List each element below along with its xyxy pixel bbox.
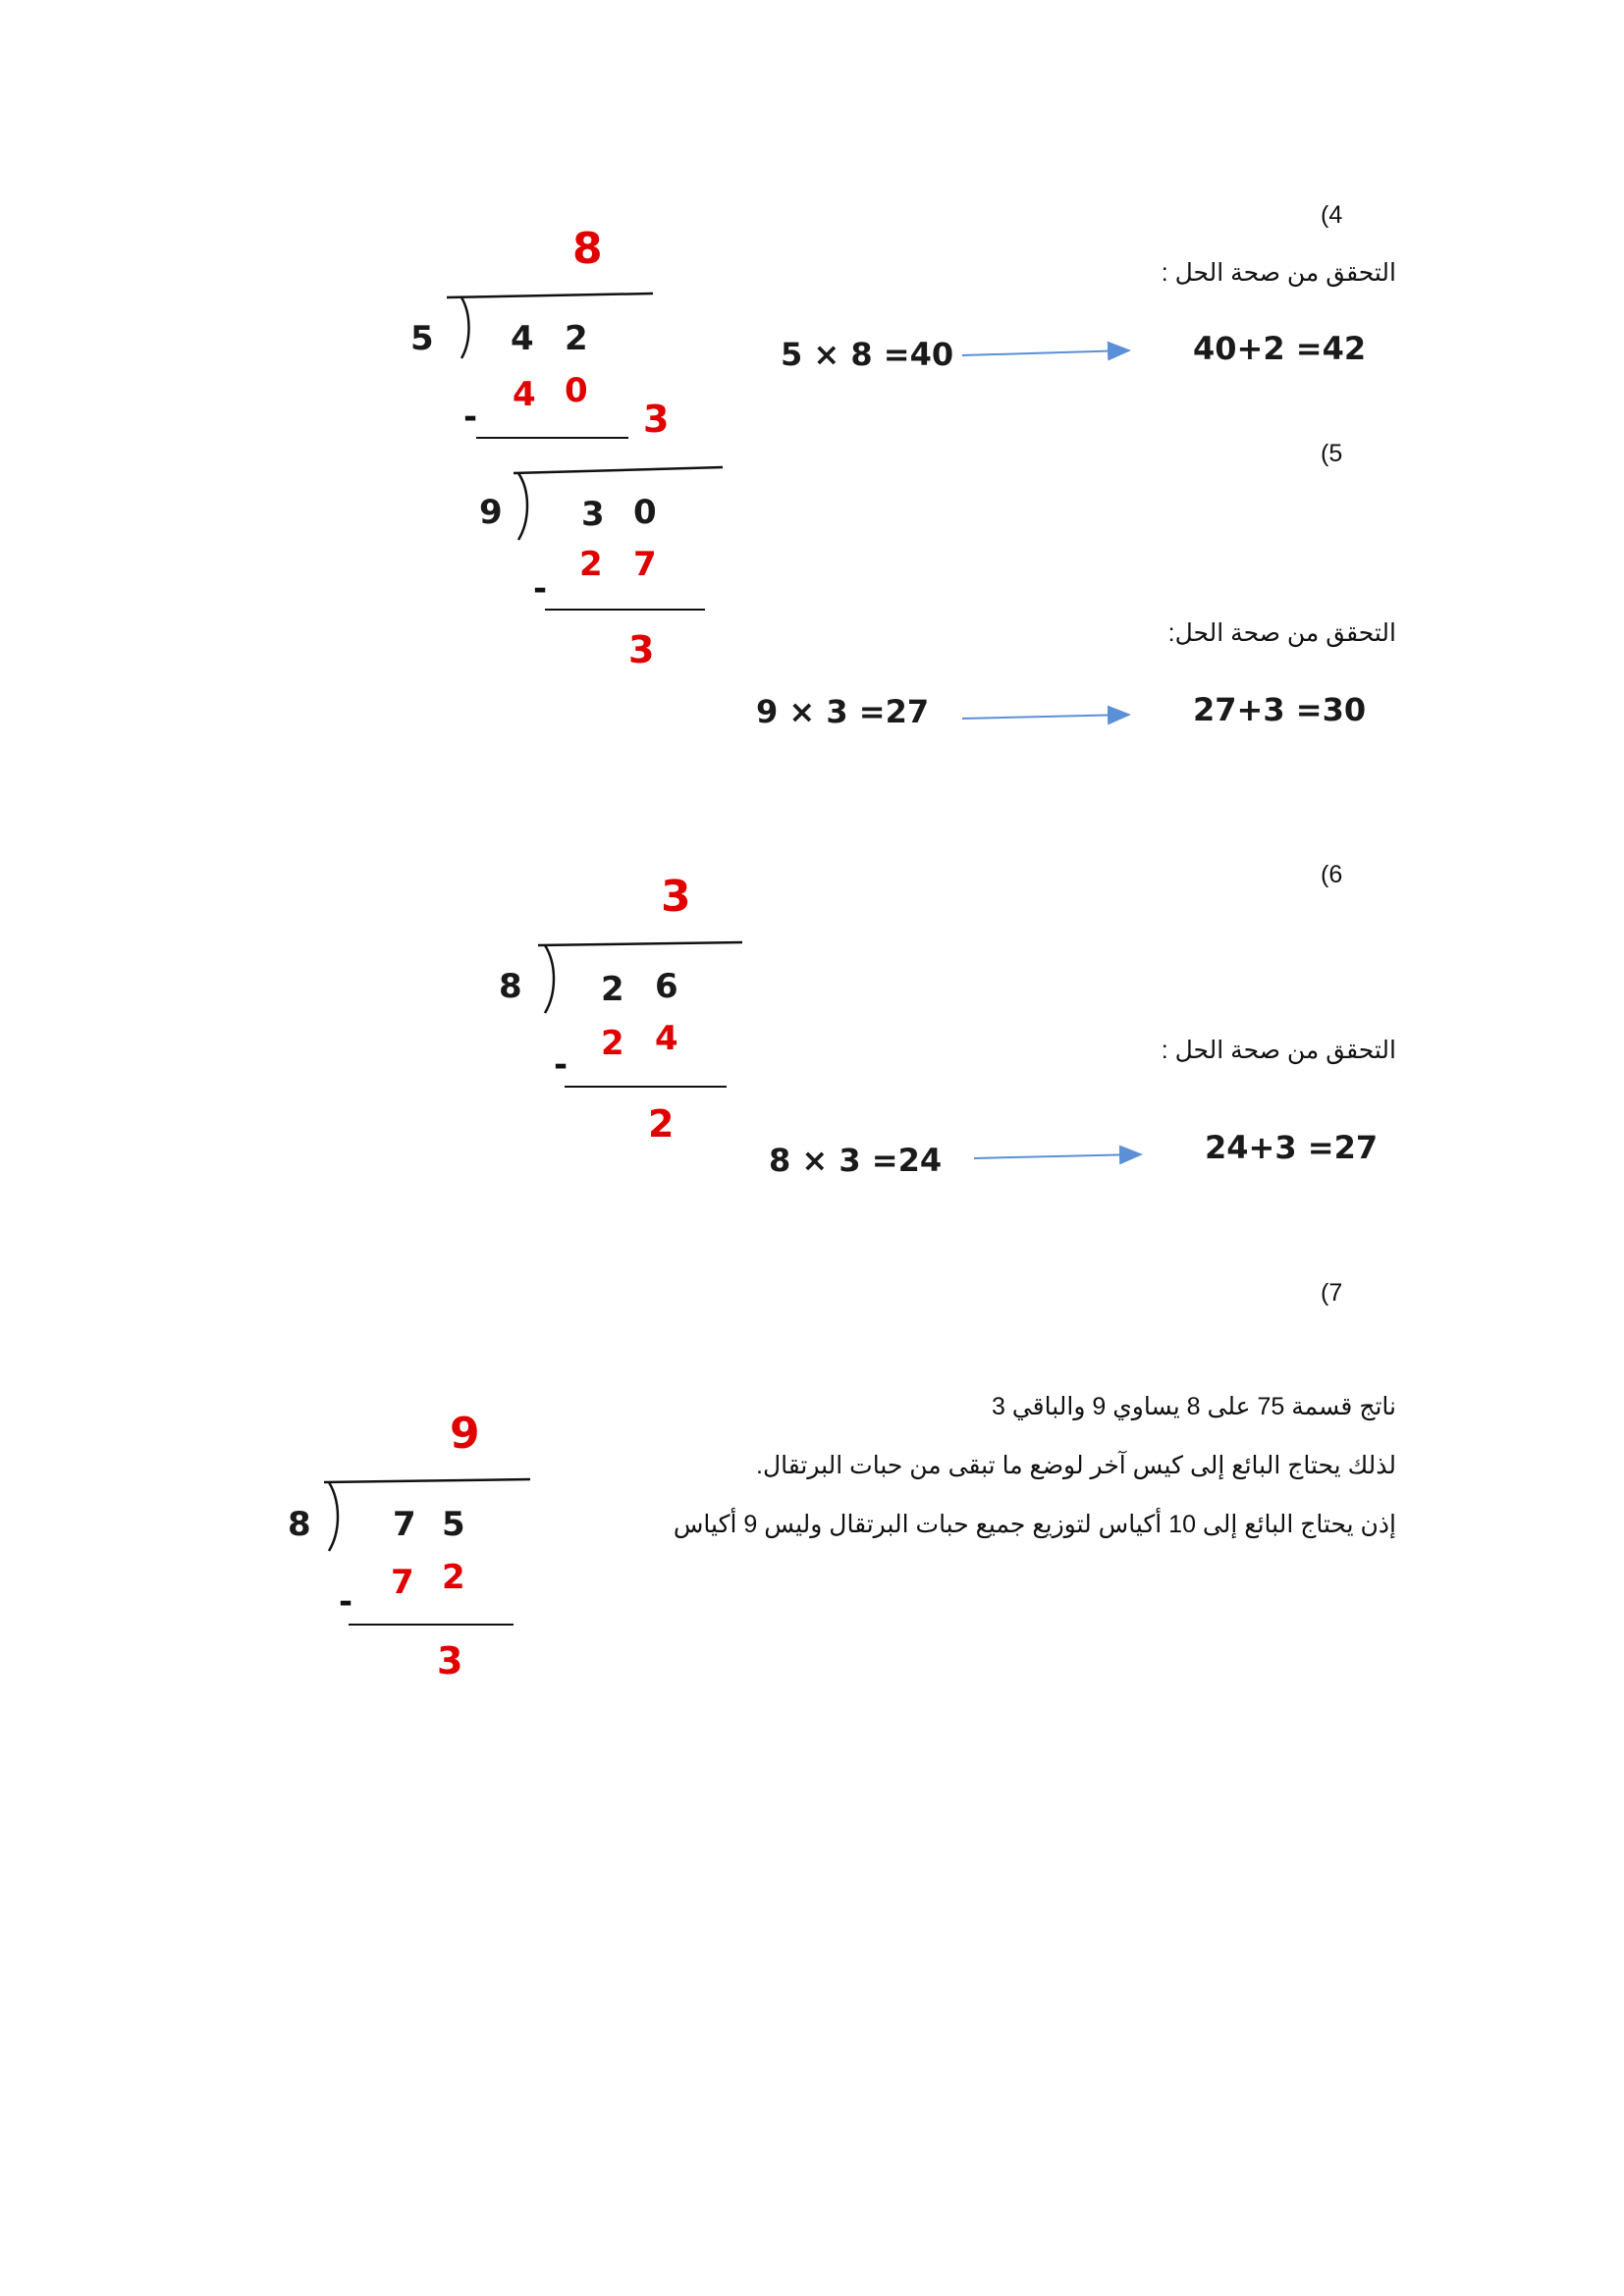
remainder: 2 (648, 1102, 675, 1146)
problem-number: (7 (1321, 1279, 1343, 1307)
arrow (962, 715, 1129, 719)
minus-sign: - (533, 569, 548, 609)
check-label: التحقق من صحة الحل : (1161, 259, 1396, 287)
division-bracket (329, 1482, 338, 1551)
dividend-digit: 2 (565, 319, 588, 358)
remainder: 3 (437, 1639, 463, 1682)
product-digit: 7 (633, 545, 657, 584)
arrow (974, 1154, 1141, 1158)
explanation-line: ناتج قسمة 75 على 8 يساوي 9 والباقي 3 (991, 1393, 1396, 1420)
product-digit: 7 (391, 1563, 414, 1602)
problem-number: (5 (1321, 440, 1343, 467)
minus-sign: - (554, 1045, 568, 1085)
product-digit: 4 (513, 375, 536, 414)
division-bracket (461, 297, 469, 358)
minus-sign: - (339, 1582, 353, 1622)
multiply-equation: 8 × 3 =24 (769, 1142, 943, 1179)
divisor: 8 (499, 967, 522, 1006)
product-digit: 2 (601, 1024, 624, 1063)
dividend-digit: 2 (601, 970, 624, 1009)
remainder: 3 (628, 628, 655, 671)
remainder: 3 (643, 398, 670, 441)
divisor: 8 (288, 1505, 311, 1544)
division-bar (324, 1479, 530, 1482)
dividend-digit: 3 (581, 495, 605, 534)
minus-sign: - (463, 398, 478, 437)
arrow (962, 350, 1129, 355)
division-bar (538, 942, 742, 945)
divisor: 5 (410, 319, 434, 358)
product-digit: 0 (565, 371, 588, 410)
dividend-digit: 7 (393, 1505, 416, 1544)
explanation-line: إذن يحتاج البائع إلى 10 أكياس لتوزيع جميع حبات البرتقال وليس 9 أكياس (673, 1511, 1396, 1538)
product-digit: 2 (442, 1558, 465, 1597)
dividend-digit: 4 (511, 319, 534, 358)
problem-number: (4 (1321, 201, 1343, 229)
multiply-equation: 5 × 8 =40 (781, 336, 954, 373)
dividend-digit: 6 (655, 967, 678, 1006)
dividend-digit: 5 (442, 1505, 465, 1544)
multiply-equation: 9 × 3 =27 (756, 693, 930, 730)
division-bar (514, 467, 723, 473)
problem-number: (6 (1321, 861, 1343, 888)
quotient: 9 (450, 1409, 480, 1459)
check-label: التحقق من صحة الحل : (1161, 1037, 1396, 1064)
divisor: 9 (479, 493, 503, 532)
quotient: 8 (572, 224, 603, 274)
check-equation: 40+2 =42 (1193, 330, 1367, 367)
check-equation: 24+3 =27 (1205, 1129, 1379, 1166)
division-bar (447, 294, 653, 297)
explanation-line: لذلك يحتاج البائع إلى كيس آخر لوضع ما تبقى من حبات البرتقال. (756, 1452, 1396, 1479)
quotient: 3 (661, 872, 691, 922)
product-digit: 4 (655, 1019, 678, 1058)
dividend-digit: 0 (633, 493, 657, 532)
check-label: التحقق من صحة الحل: (1167, 619, 1396, 647)
check-equation: 27+3 =30 (1193, 691, 1367, 728)
product-digit: 2 (579, 545, 603, 584)
division-bracket (545, 945, 554, 1013)
division-bracket (518, 473, 527, 540)
